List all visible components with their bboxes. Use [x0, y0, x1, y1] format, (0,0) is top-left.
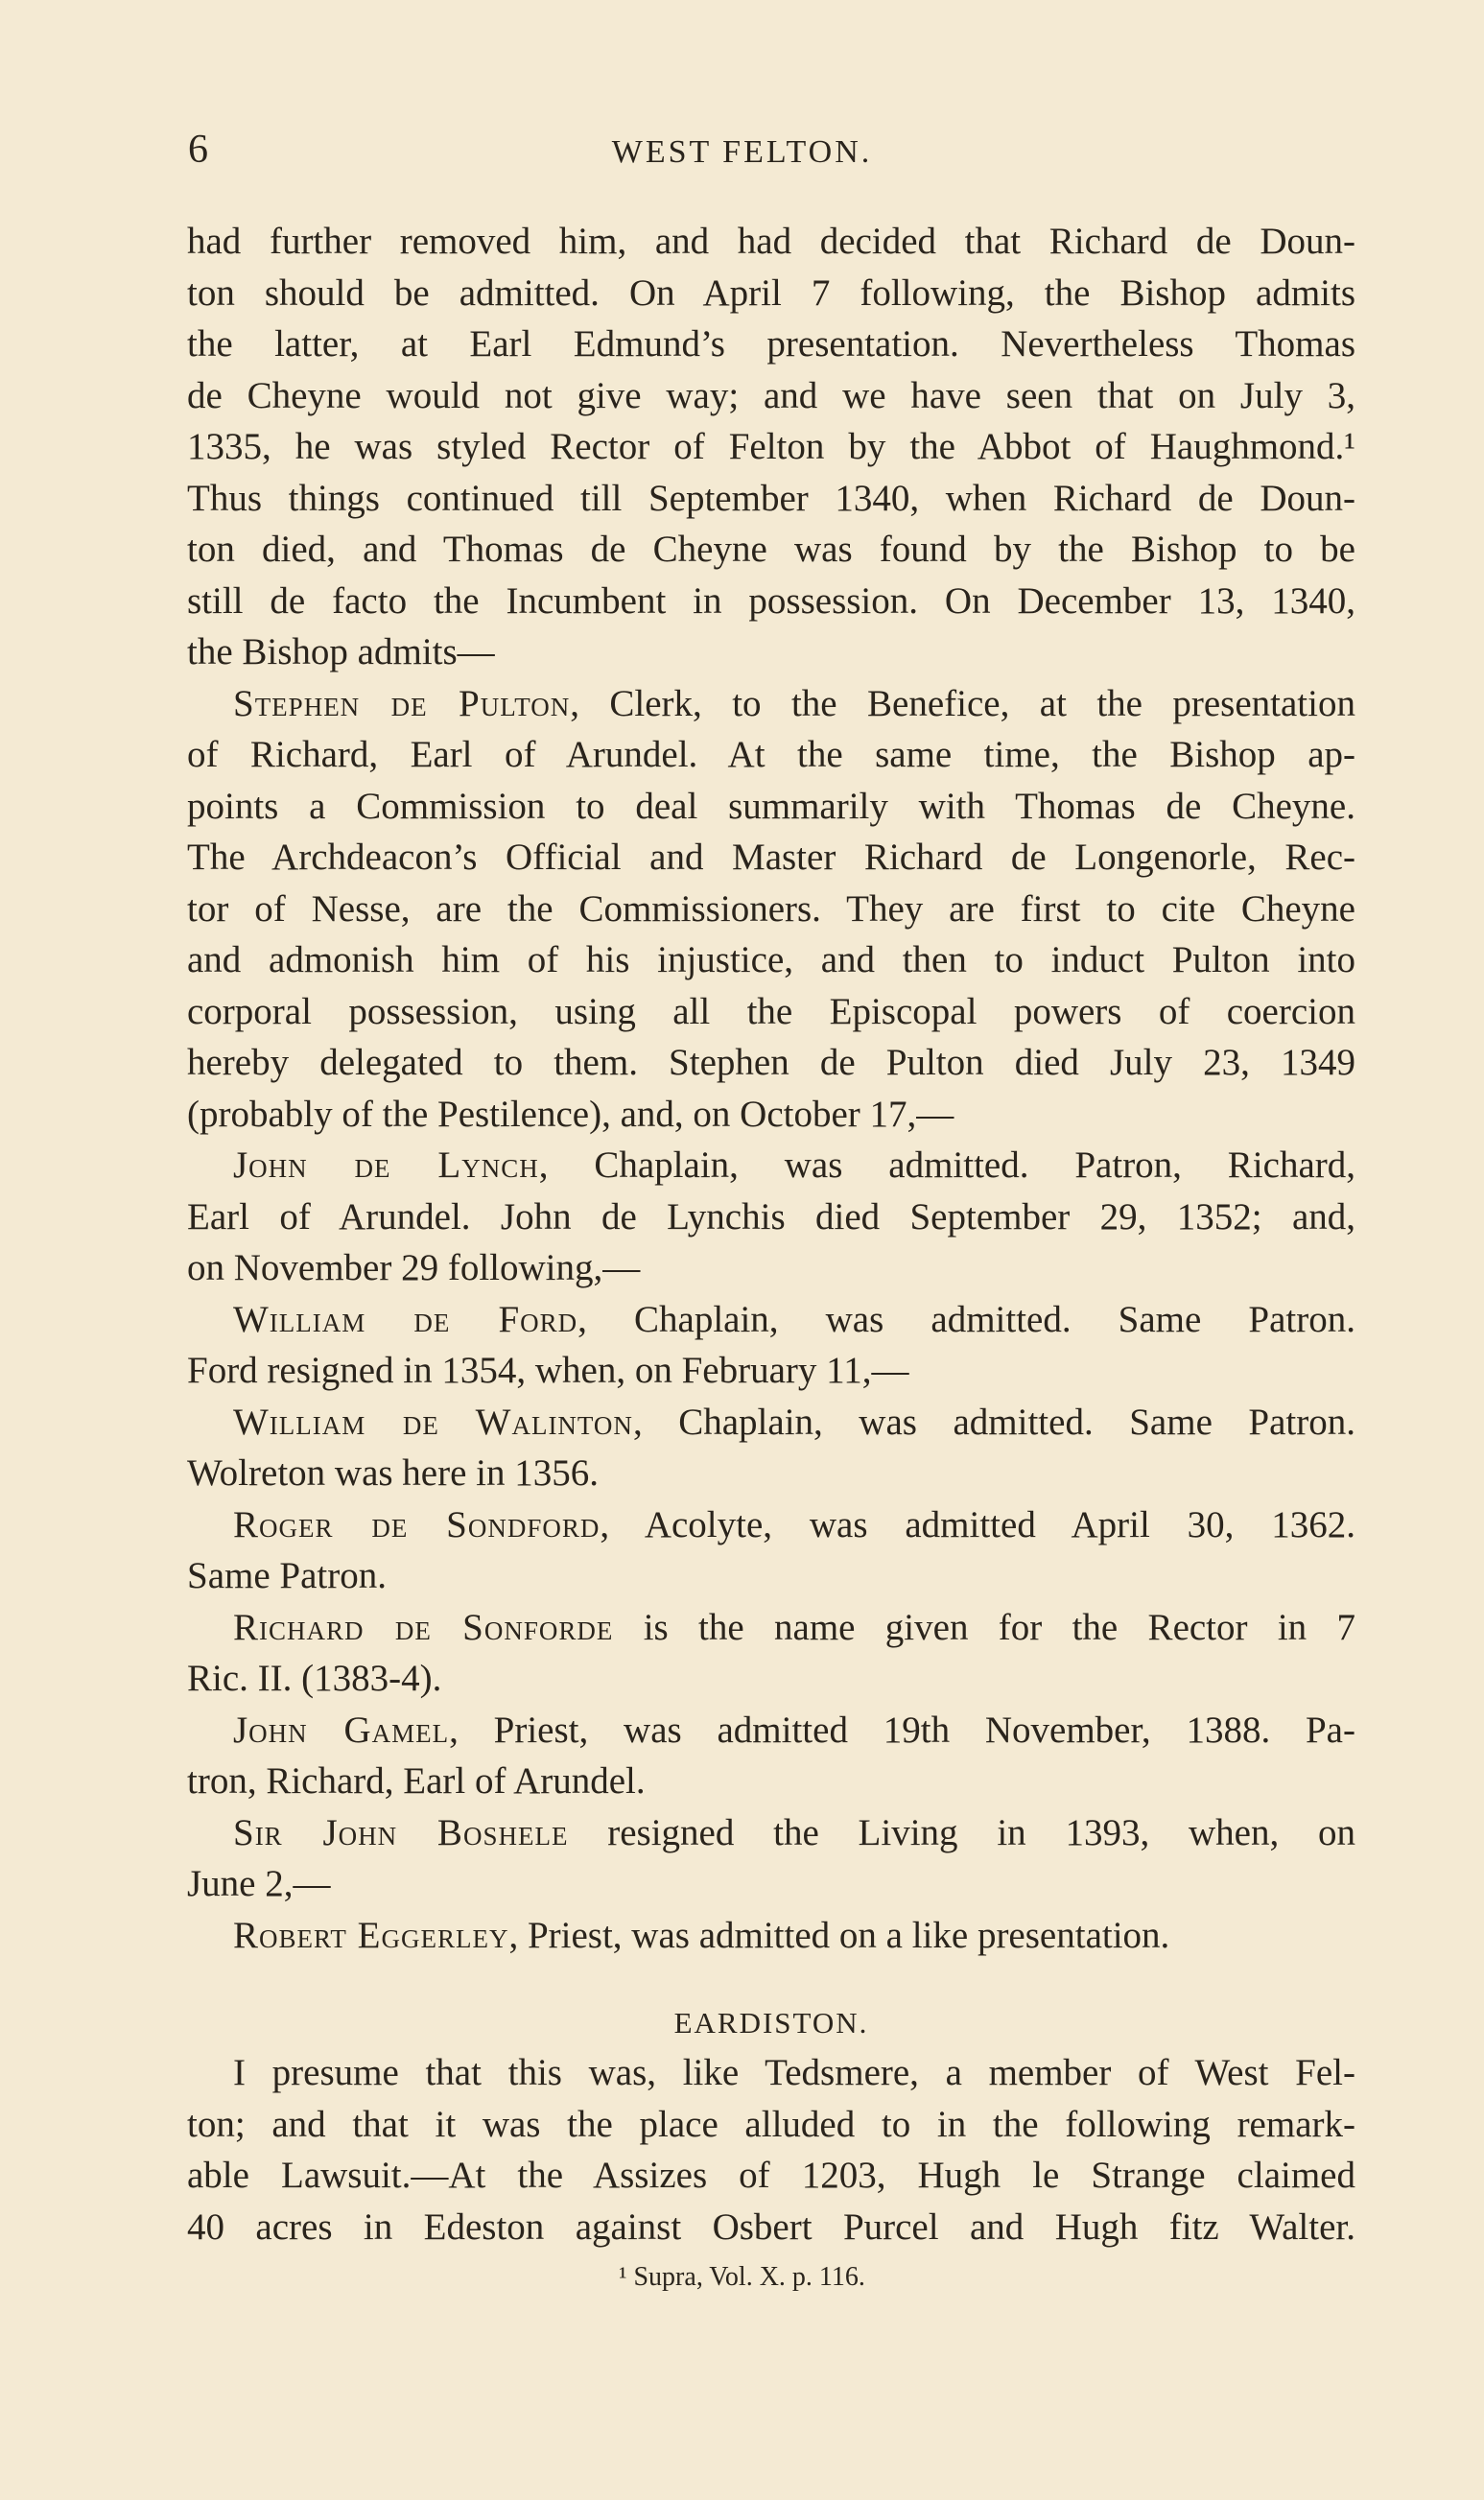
text-line: Earl of Arundel. John de Lynchis died September 29, 1352; and,	[187, 1195, 1355, 1238]
incumbent-name: William de Ford	[233, 1298, 578, 1340]
text-line: Thus things continued till September 1340, when Richard de Doun-	[187, 477, 1355, 519]
incumbent-name: John de Lynch	[233, 1144, 539, 1186]
text-line: John de Lynch, Chaplain, was admitted. Patron, Richard,	[233, 1144, 1355, 1186]
section-heading: EARDISTON.	[673, 2006, 869, 2040]
text-line: de Cheyne would not give way; and we have seen that on July 3,	[187, 374, 1355, 416]
incumbent-name: Robert Eggerley	[233, 1914, 509, 1956]
text-line: William de Ford, Chaplain, was admitted. Same Patron.	[233, 1298, 1355, 1340]
incumbent-name: Roger de Sondford	[233, 1503, 601, 1545]
incumbent-name: Stephen de Pulton	[233, 682, 571, 724]
text-line: (probably of the Pestilence), and, on October 17,—	[187, 1093, 954, 1135]
text-line: June 2,—	[187, 1863, 331, 1904]
running-title: WEST FELTON.	[611, 134, 873, 170]
text-line: William de Walinton, Chaplain, was admitted. Same Patron.	[233, 1401, 1355, 1443]
text-line: still de facto the Incumbent in possession. On December 13, 1340,	[187, 579, 1355, 622]
text-line: Wolreton was here in 1356.	[187, 1452, 599, 1494]
text-line: of Richard, Earl of Arundel. At the same time, the Bishop ap-	[187, 734, 1355, 775]
page-header	[0, 127, 1484, 184]
text-line: I presume that this was, like Tedsmere, a member of West Fel-	[233, 2052, 1355, 2093]
text-line: had further removed him, and had decided that Richard de Doun-	[187, 221, 1355, 262]
text-line: ton should be admitted. On April 7 following, the Bishop admits	[187, 271, 1355, 314]
text-line: points a Commission to deal summarily with Thomas de Cheyne.	[187, 785, 1355, 827]
text-line: 1335, he was styled Rector of Felton by the Abbot of Haughmond.¹	[187, 426, 1355, 467]
text-line: ton died, and Thomas de Cheyne was found by the Bishop to be	[187, 529, 1355, 570]
text-line: tor of Nesse, are the Commissioners. They are first to cite Cheyne	[187, 887, 1355, 930]
text-line: tron, Richard, Earl of Arundel.	[187, 1760, 646, 1802]
page-number: 6	[188, 128, 208, 172]
text-line: Stephen de Pulton, Clerk, to the Benefice, at the presentation	[233, 682, 1355, 724]
text-line: on November 29 following,—	[187, 1247, 641, 1288]
text-line: 40 acres in Edeston against Osbert Purcel and Hugh fitz Walter.	[187, 2205, 1355, 2248]
incumbent-name: William de Walinton	[233, 1401, 633, 1443]
body-text	[187, 216, 1355, 2252]
text-line: Sir John Boshele resigned the Living in 1393, when, on	[233, 1811, 1355, 1853]
text-line: Ford resigned in 1354, when, on February 11,—	[187, 1350, 909, 1391]
text-line: John Gamel, Priest, was admitted 19th November, 1388. Pa-	[233, 1709, 1355, 1751]
text-line: Robert Eggerley, Priest, was admitted on a like presentation.	[233, 1914, 1170, 1956]
incumbent-name: Sir John Boshele	[233, 1811, 569, 1853]
text-line: Roger de Sondford, Acolyte, was admitted April 30, 1362.	[233, 1503, 1355, 1545]
incumbent-name: Richard de Sonforde	[233, 1606, 614, 1648]
text-line: ton; and that it was the place alluded to in the following remark-	[187, 2103, 1355, 2145]
text-line: Same Patron.	[187, 1555, 387, 1596]
text-line: Richard de Sonforde is the name given for the Rector in 7	[233, 1606, 1355, 1648]
text-line: the latter, at Earl Edmund’s presentation. Nevertheless Thomas	[187, 323, 1355, 365]
text-line: able Lawsuit.—At the Assizes of 1203, Hugh le Strange claimed	[187, 2155, 1355, 2196]
text-line: corporal possession, using all the Episcopal powers of coercion	[187, 990, 1355, 1032]
text-line: and admonish him of his injustice, and then to induct Pulton into	[187, 939, 1355, 980]
text-line: hereby delegated to them. Stephen de Pulton died July 23, 1349	[187, 1042, 1355, 1083]
footnote: ¹ Supra, Vol. X. p. 116.	[619, 2262, 865, 2292]
incumbent-name: John Gamel	[233, 1709, 450, 1751]
text-line: the Bishop admits—	[187, 631, 495, 672]
text-line: The Archdeacon’s Official and Master Richard de Longenorle, Rec-	[187, 837, 1355, 878]
text-line: Ric. II. (1383-4).	[187, 1658, 442, 1699]
